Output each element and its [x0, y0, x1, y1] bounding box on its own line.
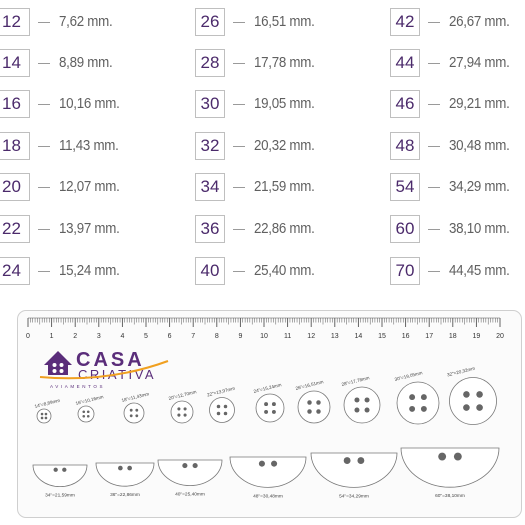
size-dash — [428, 22, 440, 23]
size-row — [0, 214, 125, 244]
button-hole — [130, 414, 133, 417]
ruler-tick-label: 19 — [472, 333, 481, 340]
house-logo-icon — [44, 351, 72, 375]
ruler-tick-label: 16 — [401, 333, 410, 340]
ruler-tick-label: 20 — [496, 333, 504, 340]
button-hole — [184, 407, 187, 410]
size-mm-value: 11,43 mm. — [59, 138, 119, 154]
size-number: 32 — [195, 132, 225, 160]
half-button-label: 48"=30,48mm — [253, 494, 283, 500]
size-mm-value: 25,40 mm. — [254, 263, 315, 279]
size-mm-value: 30,48 mm. — [449, 138, 510, 154]
size-row — [390, 256, 515, 286]
round-button-template — [253, 382, 284, 422]
button-hole — [259, 461, 265, 467]
size-mm-value: 16,51 mm. — [254, 14, 315, 30]
button-hole — [344, 457, 351, 464]
button-hole — [182, 463, 187, 468]
size-mm-value: 44,45 mm. — [449, 263, 510, 279]
size-number: 12 — [0, 8, 30, 36]
size-row — [0, 172, 125, 202]
button-hole — [87, 410, 90, 413]
size-number: 16 — [0, 90, 30, 118]
round-button-label: 28"=17,78mm — [341, 375, 370, 387]
round-button-label: 22"=13,97mm — [206, 385, 236, 398]
button-hole — [354, 397, 359, 402]
round-button-template — [295, 379, 330, 423]
button-hole — [463, 391, 470, 398]
half-button-template — [311, 453, 397, 499]
size-row — [195, 89, 320, 119]
size-dash — [233, 63, 245, 64]
round-button-label: 24"=15,24mm — [253, 382, 282, 394]
ruler-tick-label: 5 — [144, 333, 148, 340]
size-mm-value: 27,94 mm. — [449, 55, 510, 71]
half-button-template — [33, 465, 87, 499]
button-hole — [217, 412, 221, 416]
button-hole — [454, 453, 462, 461]
size-mm-value: 38,10 mm. — [449, 221, 510, 237]
button-hole — [438, 453, 446, 461]
ruler-tick-label: 0 — [26, 333, 30, 340]
button-hole — [45, 413, 48, 416]
round-button-template — [168, 389, 197, 423]
round-button-label: 32"=20,32mm — [446, 365, 476, 378]
size-row — [195, 48, 320, 78]
size-number: 42 — [390, 8, 420, 36]
button-hole — [217, 405, 221, 409]
ruler-tick-label: 12 — [307, 333, 316, 340]
size-dash — [428, 146, 440, 147]
size-number: 20 — [0, 173, 30, 201]
size-number: 44 — [390, 49, 420, 77]
button-hole — [316, 409, 320, 413]
size-row — [0, 48, 117, 78]
button-hole — [264, 402, 268, 406]
size-dash — [38, 63, 50, 64]
button-hole — [354, 408, 359, 413]
size-number: 28 — [195, 49, 225, 77]
size-mm-value: 29,21 mm. — [449, 96, 510, 112]
button-hole — [41, 417, 44, 420]
button-hole — [421, 394, 427, 400]
size-mm-value: 15,24 mm. — [59, 263, 120, 279]
size-row — [390, 131, 515, 161]
round-button-label: 18"=11,43mm — [121, 391, 150, 403]
ruler-tick-label: 18 — [448, 333, 457, 340]
half-button-label: 36"=22,86mm — [110, 493, 140, 499]
size-dash — [428, 187, 440, 188]
button-hole — [271, 461, 277, 467]
size-row — [195, 7, 320, 37]
button-hole — [177, 407, 180, 410]
size-row — [0, 256, 125, 286]
ruler-tick-label: 17 — [425, 333, 434, 340]
size-mm-value: 7,62 mm. — [59, 14, 113, 30]
round-button-label: 14"=8,89mm — [34, 397, 61, 409]
size-mm-value: 26,67 mm. — [449, 14, 510, 30]
ruler-tick-label: 11 — [283, 333, 292, 340]
button-hole — [41, 413, 44, 416]
button-hole — [264, 410, 268, 414]
half-button-template — [230, 457, 306, 499]
round-button-label: 20"=12,70mm — [168, 389, 197, 401]
size-number: 60 — [390, 215, 420, 243]
round-button-label: 26"=16,51mm — [295, 379, 324, 391]
size-number: 40 — [195, 257, 225, 285]
ruler-ticks — [28, 318, 500, 327]
size-number: 30 — [195, 90, 225, 118]
button-hole — [272, 402, 276, 406]
size-row — [195, 172, 320, 202]
logo-line2: CRIATIVA — [78, 367, 157, 382]
size-dash — [38, 271, 50, 272]
size-number: 24 — [0, 257, 30, 285]
button-hole — [307, 409, 311, 413]
size-row — [0, 131, 124, 161]
button-hole — [177, 414, 180, 417]
size-dash — [38, 187, 50, 188]
button-hole — [54, 468, 58, 472]
half-button-template — [96, 463, 154, 498]
size-row — [195, 131, 320, 161]
half-buttons — [33, 448, 499, 499]
round-button-template — [75, 394, 104, 422]
half-button-label: 60"=38,10mm — [435, 494, 465, 500]
size-dash — [38, 146, 50, 147]
round-button-template — [341, 375, 380, 423]
ruler-tick-label: 2 — [73, 333, 78, 340]
button-hole — [409, 406, 415, 412]
button-hole — [365, 397, 370, 402]
size-number: 18 — [0, 132, 30, 160]
size-mm-value: 21,59 mm. — [254, 179, 315, 195]
button-hole — [365, 408, 370, 413]
size-dash — [233, 22, 245, 23]
size-number: 34 — [195, 173, 225, 201]
button-hole — [224, 405, 228, 409]
size-mm-value: 34,29 mm. — [449, 179, 510, 195]
size-row — [195, 214, 320, 244]
button-hole — [307, 400, 311, 404]
button-hole — [135, 414, 138, 417]
size-mm-value: 20,32 mm. — [254, 138, 315, 154]
size-row — [390, 172, 515, 202]
ruler-tick-label: 9 — [238, 333, 243, 340]
round-button-template — [207, 386, 236, 423]
size-number: 22 — [0, 215, 30, 243]
size-row — [390, 7, 515, 37]
size-number: 36 — [195, 215, 225, 243]
button-hole — [118, 466, 123, 471]
button-hole — [316, 400, 320, 404]
size-dash — [233, 229, 245, 230]
button-ruler-svg — [18, 311, 523, 519]
button-hole — [130, 409, 133, 412]
size-dash — [428, 229, 440, 230]
size-number: 14 — [0, 49, 30, 77]
size-row — [195, 256, 320, 286]
half-button-template — [401, 448, 499, 499]
round-button-template — [447, 366, 497, 425]
button-hole — [476, 391, 483, 398]
size-dash — [38, 104, 50, 105]
button-hole — [476, 404, 483, 411]
size-dash — [38, 22, 50, 23]
half-button-template — [158, 460, 222, 498]
button-hole — [82, 415, 85, 418]
size-mm-value: 10,16 mm. — [59, 96, 120, 112]
size-mm-value: 12,07 mm. — [59, 179, 120, 195]
ruler-tick-label: 10 — [260, 333, 268, 340]
button-hole — [409, 394, 415, 400]
ruler-tick-label: 4 — [120, 333, 125, 340]
logo-line1: CASA — [76, 349, 145, 371]
casa-criativa-logo — [40, 349, 168, 389]
button-hole — [224, 412, 228, 416]
ruler-tick-label: 3 — [96, 333, 101, 340]
size-mm-value: 13,97 mm. — [59, 221, 120, 237]
button-hole — [272, 410, 276, 414]
size-row — [0, 7, 117, 37]
size-number: 70 — [390, 257, 420, 285]
button-hole — [135, 409, 138, 412]
round-button-template — [34, 398, 61, 423]
size-number: 54 — [390, 173, 420, 201]
size-row — [390, 89, 515, 119]
size-number: 26 — [195, 8, 225, 36]
button-hole — [127, 466, 132, 471]
size-row — [0, 89, 125, 119]
round-button-template — [121, 391, 150, 423]
round-button-label: 30"=19,05mm — [394, 370, 423, 382]
ruler-tick-labels — [26, 333, 504, 340]
size-dash — [428, 63, 440, 64]
size-mm-value: 8,89 mm. — [59, 55, 113, 71]
ruler-tick-label: 6 — [167, 333, 172, 340]
button-hole — [87, 415, 90, 418]
size-mm-value: 22,86 mm. — [254, 221, 315, 237]
button-hole — [45, 417, 48, 420]
size-dash — [428, 271, 440, 272]
button-hole — [193, 463, 198, 468]
size-mm-value: 17,78 mm. — [254, 55, 315, 71]
size-dash — [233, 104, 245, 105]
half-button-label: 40"=25,40mm — [175, 492, 205, 498]
size-dash — [428, 104, 440, 105]
ruler-tick-label: 8 — [214, 333, 219, 340]
round-button-template — [394, 370, 439, 424]
button-hole — [62, 468, 66, 472]
logo-tagline: AVIAMENTOS — [50, 384, 106, 389]
ruler-tick-label: 1 — [49, 333, 54, 340]
button-hole — [82, 410, 85, 413]
round-button-label: 16"=10,16mm — [75, 394, 104, 406]
size-row — [390, 214, 515, 244]
button-hole — [421, 406, 427, 412]
button-ruler-card — [17, 310, 522, 518]
size-dash — [233, 146, 245, 147]
ruler-tick-label: 7 — [191, 333, 196, 340]
size-number: 48 — [390, 132, 420, 160]
button-hole — [184, 414, 187, 417]
size-dash — [233, 271, 245, 272]
size-dash — [233, 187, 245, 188]
ruler-tick-label: 13 — [330, 333, 339, 340]
size-mm-value: 19,05 mm. — [254, 96, 315, 112]
size-row — [390, 48, 515, 78]
half-button-label: 54"=34,29mm — [339, 494, 369, 500]
button-hole — [357, 457, 364, 464]
half-button-label: 34"=21,59mm — [45, 493, 75, 499]
ruler-tick-label: 15 — [378, 333, 386, 340]
size-number: 46 — [390, 90, 420, 118]
ruler-tick-label: 14 — [354, 333, 363, 340]
size-dash — [38, 229, 50, 230]
button-hole — [463, 404, 470, 411]
